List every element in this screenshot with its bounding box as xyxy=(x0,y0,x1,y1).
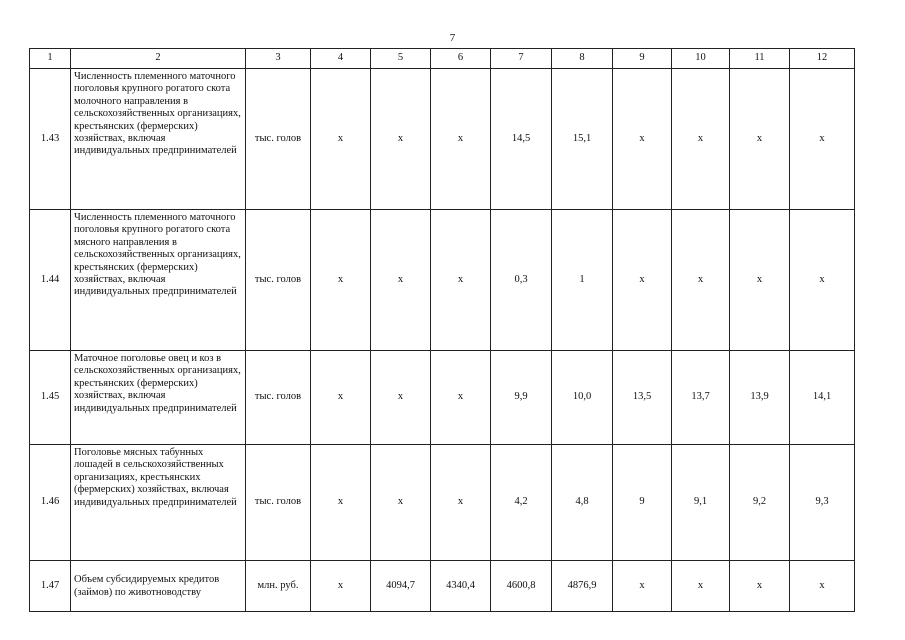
value-cell: 14,5 xyxy=(491,69,552,210)
column-header: 3 xyxy=(246,49,311,69)
table-row xyxy=(30,561,855,612)
value-cell: х xyxy=(371,210,431,351)
value-cell: х xyxy=(311,351,371,445)
value-cell: х xyxy=(431,210,491,351)
row-number: 1.44 xyxy=(30,210,71,351)
value-cell: 1 xyxy=(552,210,613,351)
value-cell: 15,1 xyxy=(552,69,613,210)
value-cell: х xyxy=(311,445,371,561)
value-cell: 9,2 xyxy=(730,445,790,561)
unit-cell: тыс. голов xyxy=(246,445,311,561)
column-header: 1 xyxy=(30,49,71,69)
value-cell: х xyxy=(730,69,790,210)
value-cell: 13,7 xyxy=(672,351,730,445)
value-cell: х xyxy=(613,69,672,210)
value-cell: х xyxy=(790,561,855,612)
indicator-description: Объем субсидируемых кредитов (займов) по животноводству xyxy=(71,561,246,612)
value-cell: 4340,4 xyxy=(431,561,491,612)
row-number: 1.45 xyxy=(30,351,71,445)
column-header: 9 xyxy=(613,49,672,69)
column-header: 5 xyxy=(371,49,431,69)
value-cell: х xyxy=(431,69,491,210)
value-cell: х xyxy=(431,445,491,561)
value-cell: 4876,9 xyxy=(552,561,613,612)
indicator-description: Маточное поголовье овец и коз в сельскохозяйственных организациях, крестьянских (фермерских) хозяйствах, включая индивидуальных предпринимателей xyxy=(71,351,246,445)
value-cell: х xyxy=(672,561,730,612)
table-row xyxy=(30,445,855,561)
value-cell: х xyxy=(311,69,371,210)
table-row xyxy=(30,69,855,210)
value-cell: 14,1 xyxy=(790,351,855,445)
value-cell: 0,3 xyxy=(491,210,552,351)
value-cell: х xyxy=(730,561,790,612)
row-number: 1.46 xyxy=(30,445,71,561)
table-row xyxy=(30,210,855,351)
value-cell: х xyxy=(672,69,730,210)
value-cell: 10,0 xyxy=(552,351,613,445)
column-header: 11 xyxy=(730,49,790,69)
value-cell: 4,8 xyxy=(552,445,613,561)
value-cell: х xyxy=(790,69,855,210)
column-header: 4 xyxy=(311,49,371,69)
value-cell: 9,3 xyxy=(790,445,855,561)
indicators-table xyxy=(29,48,855,612)
unit-cell: тыс. голов xyxy=(246,69,311,210)
indicator-description: Численность племенного маточного поголовья крупного рогатого скота молочного направления в сельскохозяйственных организациях, крестьянских (фермерских) хозяйствах, включая индивидуальных предпринимателей xyxy=(71,69,246,210)
value-cell: 9 xyxy=(613,445,672,561)
value-cell: х xyxy=(371,351,431,445)
value-cell: х xyxy=(613,561,672,612)
column-header: 2 xyxy=(71,49,246,69)
column-header: 6 xyxy=(431,49,491,69)
table-row xyxy=(30,351,855,445)
value-cell: 4094,7 xyxy=(371,561,431,612)
value-cell: х xyxy=(613,210,672,351)
column-header: 7 xyxy=(491,49,552,69)
unit-cell: млн. руб. xyxy=(246,561,311,612)
unit-cell: тыс. голов xyxy=(246,351,311,445)
value-cell: х xyxy=(371,69,431,210)
value-cell: х xyxy=(431,351,491,445)
value-cell: х xyxy=(730,210,790,351)
value-cell: х xyxy=(311,561,371,612)
value-cell: х xyxy=(311,210,371,351)
value-cell: 4,2 xyxy=(491,445,552,561)
row-number: 1.43 xyxy=(30,69,71,210)
value-cell: х xyxy=(790,210,855,351)
page-number: 7 xyxy=(449,32,456,44)
column-header-row xyxy=(30,49,855,69)
indicator-description: Численность племенного маточного поголовья крупного рогатого скота мясного направления в сельскохозяйственных организациях, крестьянских (фермерских) хозяйствах, включая индивидуальных предпринимателей xyxy=(71,210,246,351)
value-cell: х xyxy=(672,210,730,351)
unit-cell: тыс. голов xyxy=(246,210,311,351)
value-cell: 13,5 xyxy=(613,351,672,445)
value-cell: 4600,8 xyxy=(491,561,552,612)
column-header: 8 xyxy=(552,49,613,69)
column-header: 10 xyxy=(672,49,730,69)
value-cell: х xyxy=(371,445,431,561)
indicator-description: Поголовье мясных табунных лошадей в сельскохозяйственных организациях, крестьянских (фермерских) хозяйствах, включая индивидуальных предпринимателей xyxy=(71,445,246,561)
value-cell: 9,9 xyxy=(491,351,552,445)
value-cell: 13,9 xyxy=(730,351,790,445)
column-header: 12 xyxy=(790,49,855,69)
value-cell: 9,1 xyxy=(672,445,730,561)
row-number: 1.47 xyxy=(30,561,71,612)
